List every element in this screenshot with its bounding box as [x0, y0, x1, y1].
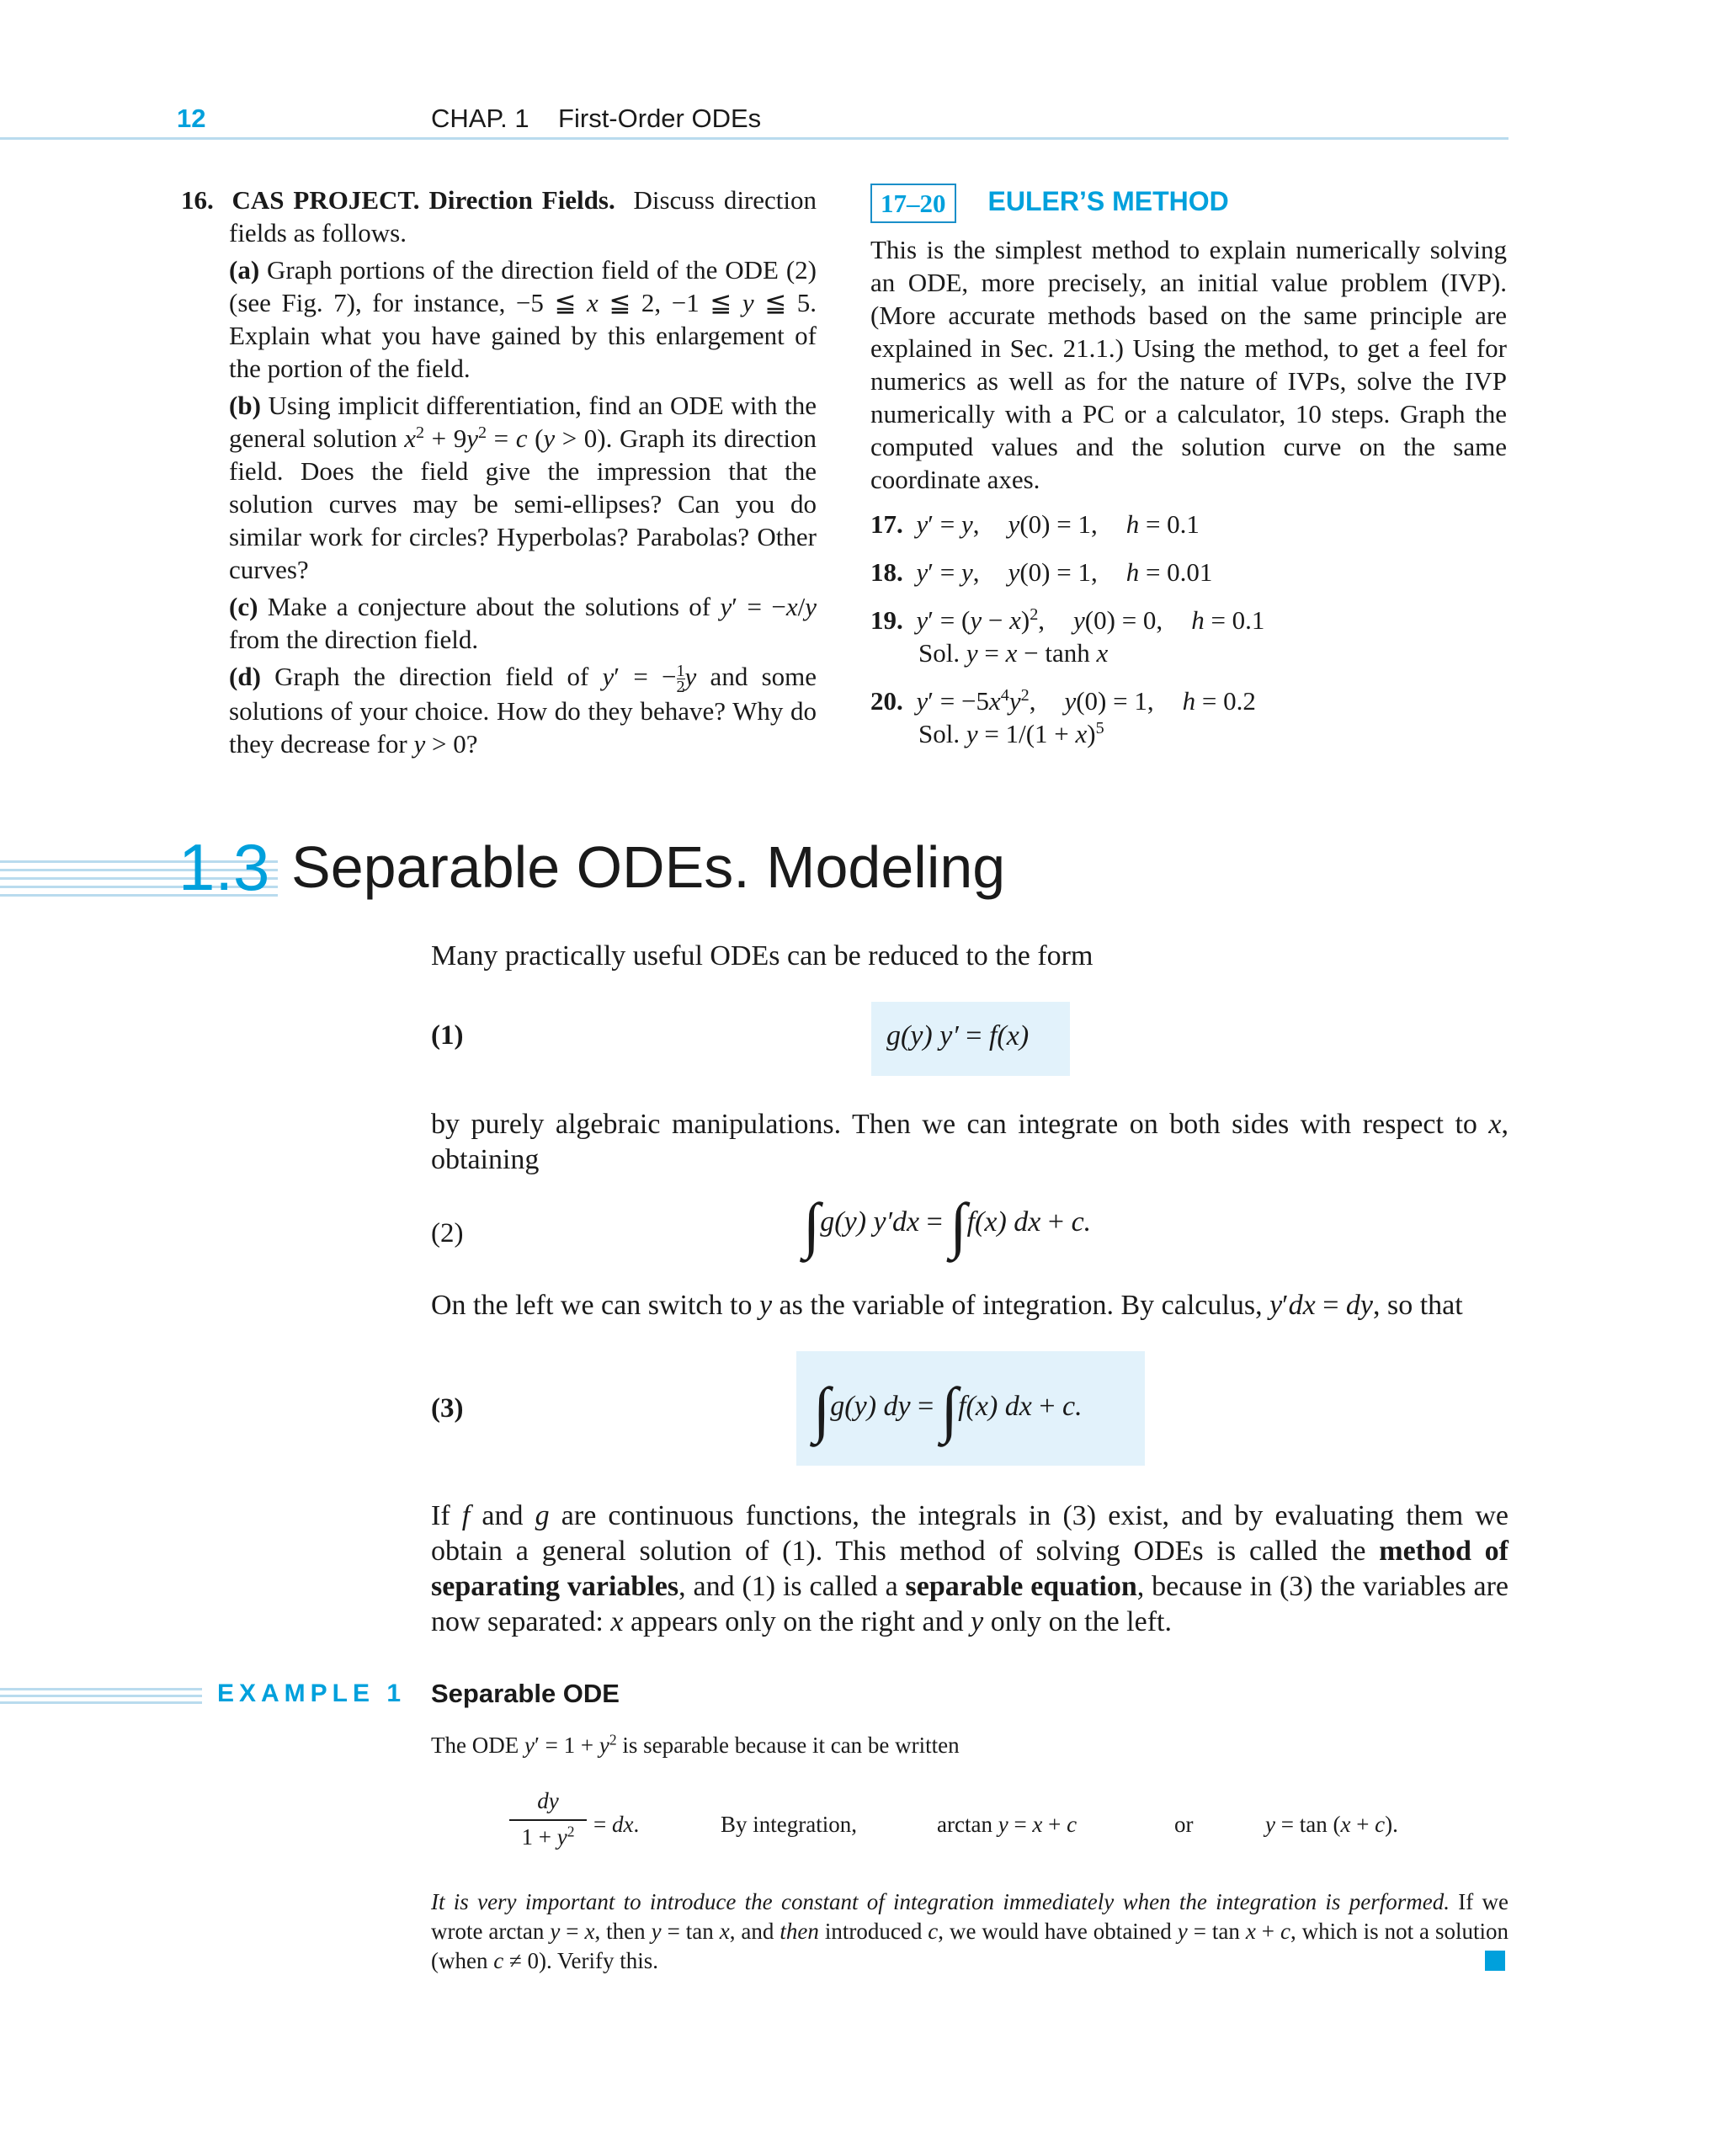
header-rule — [0, 137, 1508, 140]
problem-16-intro-text: Discuss direction — [633, 185, 817, 215]
part-d-label: (d) — [229, 662, 261, 691]
problem-16c: (c) Make a conjecture about the solutions of y′ = −x/y from the direction field. — [229, 592, 817, 654]
problem-17-number: 17. — [870, 509, 903, 539]
example-title: Separable ODE — [431, 1679, 620, 1708]
section-title: Separable ODEs. Modeling — [291, 834, 1006, 900]
example-solution: y = tan (x + c). — [1265, 1812, 1398, 1837]
problem-17: 17. y′ = y, y(0) = 1, h = 0.1 — [870, 509, 1200, 539]
end-of-example-marker — [1485, 1951, 1505, 1971]
example-rule-3 — [0, 1701, 202, 1704]
example-by-integration: By integration, — [721, 1812, 857, 1837]
problem-16a: (a) Graph portions of the direction field of the ODE (2) (see Fig. 7), for instance, −5 ≦ x ≦ 2, −1 ≦ y ≦ 5. Explain what you have gained by this enlargement of the portion of the field. — [229, 255, 817, 383]
problem-16-intro — [181, 184, 817, 249]
eq1-label: (1) — [431, 1020, 464, 1051]
page-number: 12 — [177, 104, 206, 133]
euler-problems — [870, 184, 1507, 750]
eq2-label: (2) — [431, 1218, 464, 1248]
problem-range-box: 17–20 — [870, 184, 956, 223]
problem-16-intro-line2: fields as follows. — [229, 218, 407, 248]
body-para-2: On the left we can switch to y as the variable of integration. By calculus, y′dx = dy, so that — [431, 1290, 1463, 1321]
eq3: ∫g(y) dy = ∫f(x) dx + c. — [813, 1376, 1083, 1445]
chapter-header: CHAP. 1 First-Order ODEs — [431, 104, 762, 133]
problem-16d: (d) Graph the direction field of y′ = − $\frac{1}{2}$ y and some solutions of your choice. How do they behave? Why do they decrease for y > 0? — [229, 662, 817, 759]
problem-20-number: 20. — [870, 686, 903, 716]
example-arctan: arctan y = x + c — [937, 1812, 1078, 1837]
part-a-label: (a) — [229, 255, 260, 285]
eq1: g(y) y′ = f(x) — [886, 1020, 1030, 1051]
example-text-2: It is very important to introduce the constant of integration immediately when the integration is performed. If we wrote arctan y = x, then y = tan x, and then introduced c, we would have obtained y = tan x + c, which is not a solution (when c ≠ 0). Verify this. — [431, 1889, 1509, 1973]
example-or: or — [1174, 1812, 1194, 1837]
example-eq-rhs: = dx. — [593, 1812, 640, 1837]
problem-16 — [181, 184, 817, 760]
example-label: EXAMPLE 1 — [217, 1680, 407, 1707]
eq2: ∫g(y) y′dx = ∫f(x) dx + c. — [803, 1191, 1092, 1260]
problem-16b: (b) Using implicit differentiation, find an ODE with the general solution $x^2 + 9y^2 = c$ (y > 0). Graph its direction field. Does the field give the impression that the solution curves may be semi-ellipses? Can you do similar work for circles? Hyperbolas? Parabolas? Other curves? — [229, 391, 817, 584]
euler-intro: This is the simplest method to explain numerically solving an ODE, more precisely, an initial value problem (IVP). (More accurate methods based on the same principle are explained in Sec. 21.1.) Using the method, to get a feel for numerics as well as for the nature of IVPs, solve the IVP numerically with a PC or a calculator, 10 steps. Graph the computed values and the solution curve on the same coordinate axes. — [870, 235, 1507, 494]
problem-20-solution: Sol. $y = 1/(1 + x)^5$ — [918, 718, 1104, 748]
problem-18: 18. y′ = y, y(0) = 1, h = 0.01 — [870, 557, 1213, 587]
body-intro: Many practically useful ODEs can be reduced to the form — [431, 940, 1093, 972]
problem-16-number: 16. — [181, 185, 214, 215]
part-c-label: (c) — [229, 592, 258, 621]
example-fraction: dy $1 + y^2$ — [509, 1786, 587, 1852]
eq3-label: (3) — [431, 1393, 464, 1424]
eq1-box — [871, 1002, 1070, 1076]
eq3-box — [796, 1351, 1145, 1466]
problem-16-title: CAS PROJECT. Direction Fields. — [231, 185, 615, 215]
section-number: 1.3 — [178, 830, 270, 904]
problem-19-number: 19. — [870, 605, 903, 635]
problem-19-solution: Sol. y = x − tanh x — [918, 638, 1109, 668]
example-rule-2 — [0, 1695, 202, 1697]
example-text-1: The ODE $y' = 1 + y^2$ is separable because it can be written — [431, 1731, 960, 1758]
example-rule-1 — [0, 1688, 202, 1690]
problem-18-number: 18. — [870, 557, 903, 587]
part-b-label: (b) — [229, 391, 261, 420]
problem-19: 19. $y' = (y - x)^2$, y(0) = 0, h = 0.1 — [870, 604, 1265, 635]
body-para-3: If f and g are continuous functions, the integrals in (3) exist, and by evaluating them we obtain a general solution of (1). This method of solving ODEs is called the method of separating variables, and (1) is called a separable equation, because in (3) the variables are now separated: x appears only on the right and y only on the left. — [431, 1500, 1508, 1637]
problem-20: 20. $y' = -5x^4y^2$, y(0) = 1, h = 0.2 — [870, 685, 1256, 716]
euler-title: EULER’S METHOD — [987, 186, 1229, 216]
euler-heading — [870, 184, 1507, 223]
body-para-1: by purely algebraic manipulations. Then we can integrate on both sides with respect to x, obtaining — [431, 1109, 1508, 1175]
